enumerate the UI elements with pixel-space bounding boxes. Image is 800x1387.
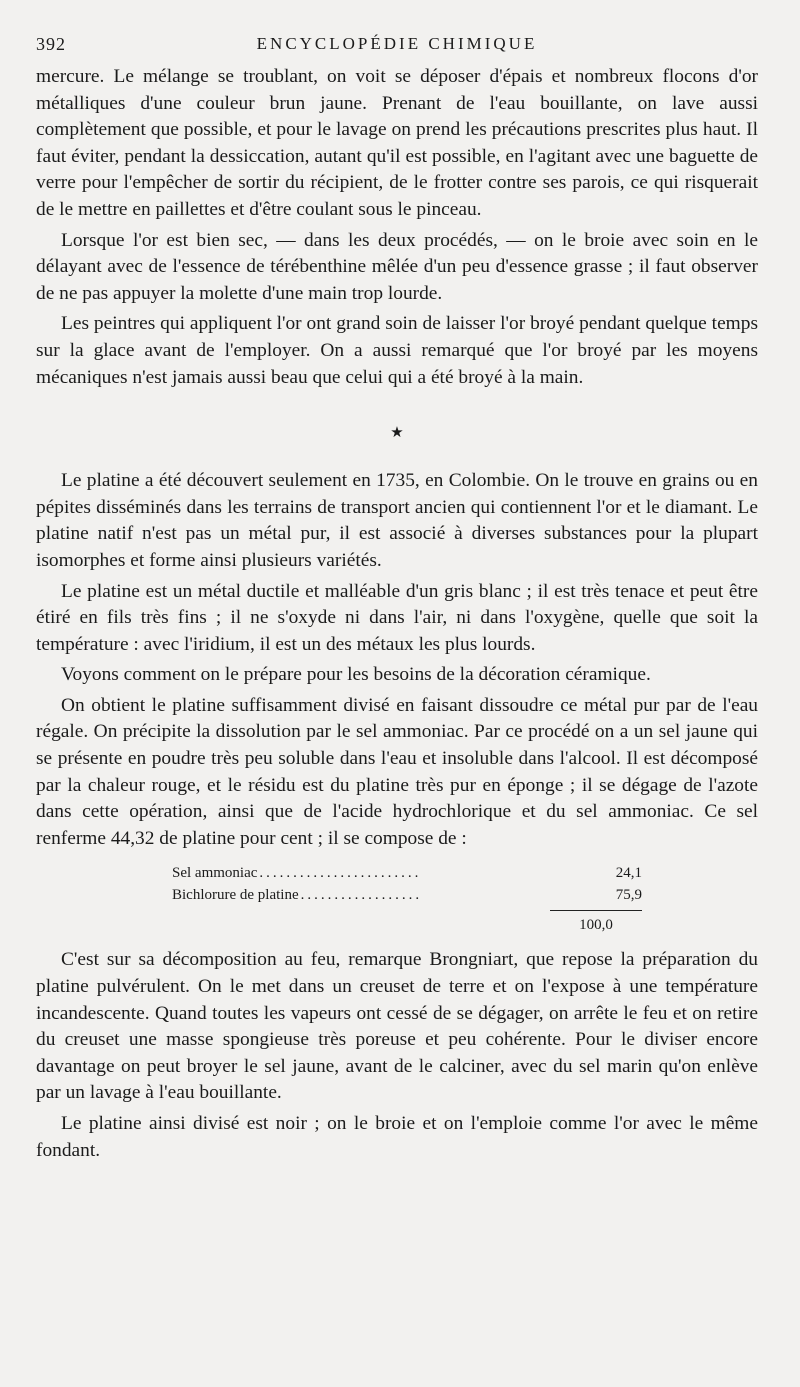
composition-label: Bichlorure de platine — [172, 887, 299, 904]
composition-row — [172, 862, 642, 884]
paragraph-platinum-properties: Le platine est un métal ductile et malléable d'un gris blanc ; il est très tenace et peut être étiré en fils très fins ; il ne s'oxyde ni dans l'air, ni dans l'oxygène, quelle que soit la température : avec l'iridium, il est un des métaux les plus lourds. — [36, 580, 758, 655]
paragraph-gold-grinding: Lorsque l'or est bien sec, — dans les deux procédés, — on le broie avec soin en le délayant avec de l'essence de térébenthine mêlée d'un peu d'essence grasse ; il faut observer de ne pas appuyer la molette d'une main trop lourde. — [36, 229, 758, 304]
book-page — [36, 34, 758, 1168]
composition-total: 100,0 — [579, 917, 613, 934]
paragraph-painters: Les peintres qui appliquent l'or ont grand soin de laisser l'or broyé pendant quelque temps sur la glace avant de l'employer. On a aussi remarqué que l'or broyé par les moyens mécaniques n'est jamais aussi beau que celui qui a été broyé à la main. — [36, 313, 758, 388]
body-text — [36, 64, 758, 1164]
composition-value: 75,9 — [615, 887, 642, 904]
paragraph-preparation-method: On obtient le platine suffisamment divisé en faisant dissoudre ce métal pur par de l'eau régale. On précipite la dissolution par le sel ammoniac. Par ce procédé on a un sel jaune qui se présente en poudre très peu soluble dans l'eau et insoluble dans l'alcool. Il est décomposé par la chaleur rouge, et le résidu est du platine très pur en éponge ; il se dégage de l'azote dans cette opération, ainsi que de l'acide hydrochlorique et du sel ammoniac. Ce sel renferme 44,32 de platine pour cent ; il se compose de : — [36, 694, 758, 849]
composition-row — [172, 884, 642, 906]
leader-dots: .................. — [300, 887, 423, 904]
running-title: ENCYCLOPÉDIE CHIMIQUE — [256, 34, 538, 53]
paragraph-gold-washing: mercure. Le mélange se troublant, on voit se déposer d'épais et nombreux flocons d'or métalliques d'une couleur brun jaune. Prenant de l'eau bouillante, on lave aussi complètement que possible, et pour le lavage on prend les précautions prescrites plus haut. Il faut éviter, pendant la dessiccation, autant qu'il est possible, en l'agitant avec une baguette de verre pour l'empêcher de sortir du récipient, de le frotter contre ses parois, ce qui risquerait de le mettre en paillettes et d'être coulant sous le pinceau. — [36, 66, 758, 220]
section-break-star: ★ — [390, 425, 404, 442]
paragraph-black-platinum: Le platine ainsi divisé est noir ; on le broie et on l'emploie comme l'or avec le même fondant. — [36, 1113, 758, 1161]
paragraph-preparation-intro: Voyons comment on le prépare pour les besoins de la décoration céramique. — [61, 664, 651, 686]
paragraph-brongniart: C'est sur sa décomposition au feu, remarque Brongniart, que repose la préparation du platine pulvérulent. On le met dans un creuset de terre et on l'expose à une température incandescente. Quand toutes les vapeurs ont cessé de se dégager, on arrête le feu et on retire du creuset une masse spongieuse très poreuse et peu cohérente. Pour le diviser encore davantage on peut broyer le sel jaune, avant de le calciner, avec du sel marin qu'on enlève par un lavage à l'eau bouillante. — [36, 949, 758, 1104]
composition-table — [172, 862, 642, 939]
page-number: 392 — [36, 34, 66, 54]
leader-dots: ........................ — [259, 865, 422, 882]
page-header — [36, 34, 758, 64]
composition-value: 24,1 — [615, 865, 642, 882]
composition-label: Sel ammoniac — [172, 865, 258, 882]
paragraph-platinum-discovery: Le platine a été découvert seulement en 1735, en Colombie. On le trouve en grains ou en pépites disséminés dans les terrains de transport ancien qui contiennent l'or et le diamant. Le platine natif n'est pas un métal pur, il est associé à diverses substances pour la plupart isomorphes et forme ainsi plusieurs variétés. — [36, 470, 758, 571]
